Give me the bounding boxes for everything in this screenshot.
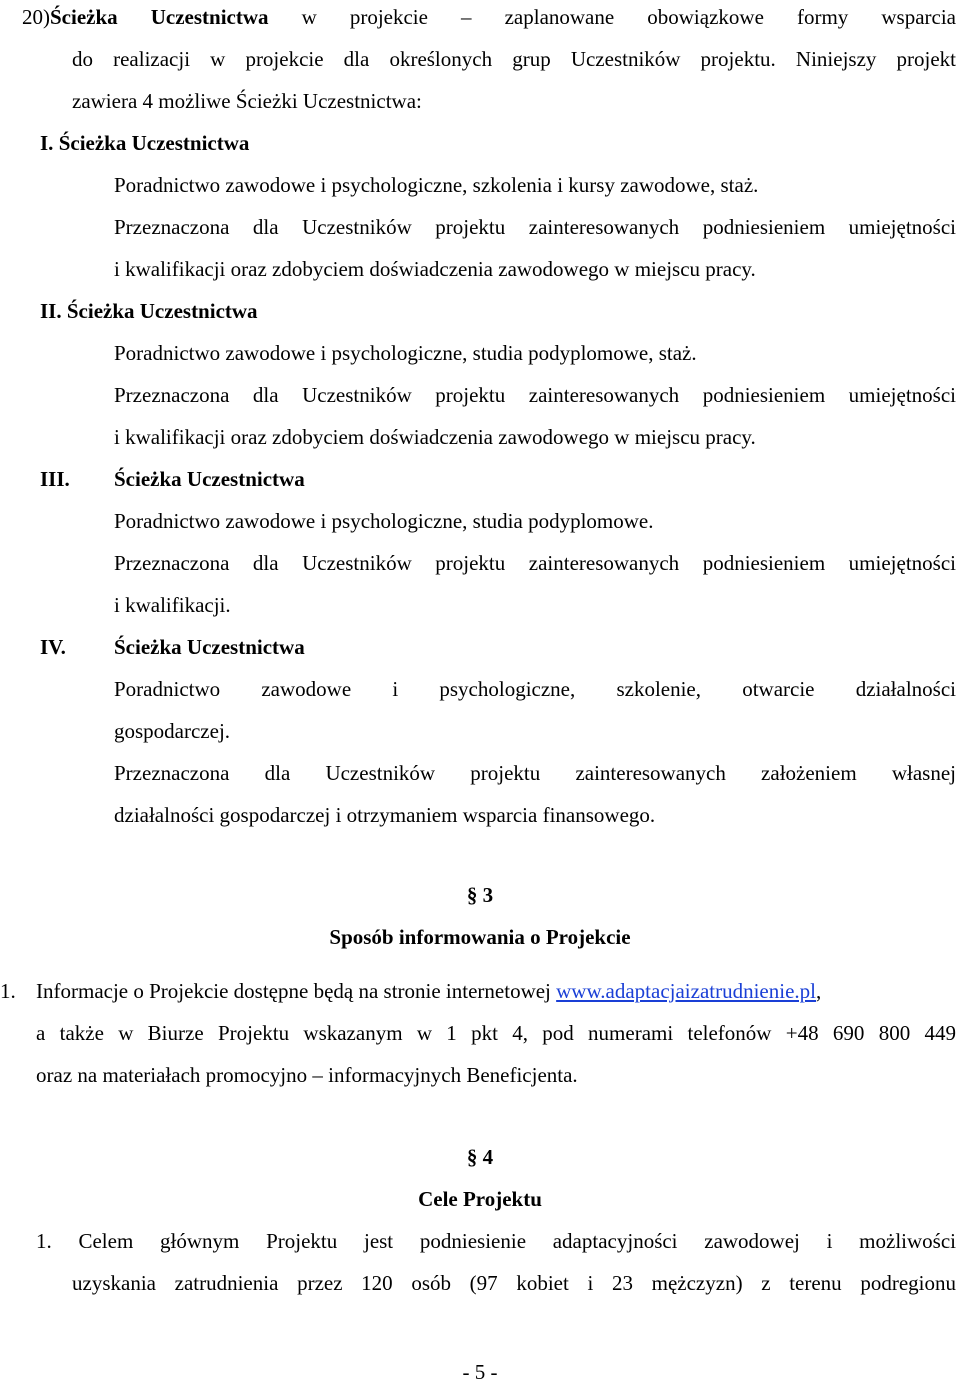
section-3-item-1-line-2: a także w Biurze Projektu wskazanym w 1 pkt 4, pod numerami telefonów +48 690 800 449 [36,1021,956,1045]
section-3-item-1-tail: , [816,979,822,1003]
section-3-item-1-line-1 [36,978,821,1004]
path-1-numeral: I. [40,131,54,155]
path-4-numeral: IV. [40,635,66,659]
section-3-item-1-text: Informacje o Projekcie dostępne będą na stronie internetowej [36,979,551,1003]
path-2-line-2: Przeznaczona dla Uczestników projektu zainteresowanych podniesieniem umiejętności [114,383,956,407]
path-2-title: Ścieżka Uczestnictwa [66,299,258,323]
path-4-line-2: gospodarczej. [114,719,231,743]
item-20-term: Ścieżka Uczestnictwa [50,5,269,29]
path-3-line-2: Przeznaczona dla Uczestników projektu zainteresowanych podniesieniem umiejętności [114,551,956,575]
path-1-title: Ścieżka Uczestnictwa [58,131,250,155]
path-4-line-1: Poradnictwo zawodowe i psychologiczne, szkolenie, otwarcie działalności [114,677,956,701]
section-3-item-1-line-3: oraz na materiałach promocyjno – informacyjnych Beneficjenta. [36,1063,578,1087]
section-3-title: Sposób informowania o Projekcie [329,925,631,949]
item-20-line-1 [22,4,956,30]
path-4-line-3: Przeznaczona dla Uczestników projektu zainteresowanych założeniem własnej [114,761,956,785]
path-2-heading [40,298,258,324]
section-4-item-1-line-1: 1. Celem głównym Projektu jest podniesienie adaptacyjności zawodowej i możliwości [36,1229,956,1253]
path-4-title: Ścieżka Uczestnictwa [114,635,305,659]
path-1-heading [40,130,249,156]
section-4-item-1-line-2: uzyskania zatrudnienia przez 120 osób (97 kobiet i 23 mężczyzn) z terenu podregionu [72,1271,956,1295]
item-20-line-3: zawiera 4 możliwe Ścieżki Uczestnictwa: [72,89,422,113]
section-4-title: Cele Projektu [418,1187,542,1211]
path-2-numeral: II. [40,299,62,323]
page-number: - 5 - [462,1360,498,1384]
path-1-line-1: Poradnictwo zawodowe i psychologiczne, szkolenia i kursy zawodowe, staż. [114,173,759,197]
path-1-line-2: Przeznaczona dla Uczestników projektu zainteresowanych podniesieniem umiejętności [114,215,956,239]
section-3-item-1-number: 1. [0,979,16,1003]
path-1-line-3: i kwalifikacji oraz zdobyciem doświadczenia zawodowego w miejscu pracy. [114,257,756,281]
path-2-line-1: Poradnictwo zawodowe i psychologiczne, studia podyplomowe, staż. [114,341,697,365]
path-4-line-4: działalności gospodarczej i otrzymaniem wsparcia finansowego. [114,803,656,827]
section-4-number: § 4 [466,1145,494,1169]
item-20-line-1-text: w projekcie – zaplanowane obowiązkowe formy wsparcia [301,5,956,29]
path-3-numeral: III. [40,467,70,491]
section-3-number: § 3 [466,883,494,907]
path-3-line-1: Poradnictwo zawodowe i psychologiczne, studia podyplomowe. [114,509,654,533]
path-2-line-3: i kwalifikacji oraz zdobyciem doświadczenia zawodowego w miejscu pracy. [114,425,756,449]
website-link[interactable]: www.adaptacjaizatrudnienie.pl [556,979,816,1003]
path-3-line-3: i kwalifikacji. [114,593,231,617]
item-20-number: 20) [22,5,50,29]
path-3-title: Ścieżka Uczestnictwa [114,467,305,491]
item-20-line-2: do realizacji w projekcie dla określonych grup Uczestników projektu. Niniejszy projekt [72,47,956,71]
